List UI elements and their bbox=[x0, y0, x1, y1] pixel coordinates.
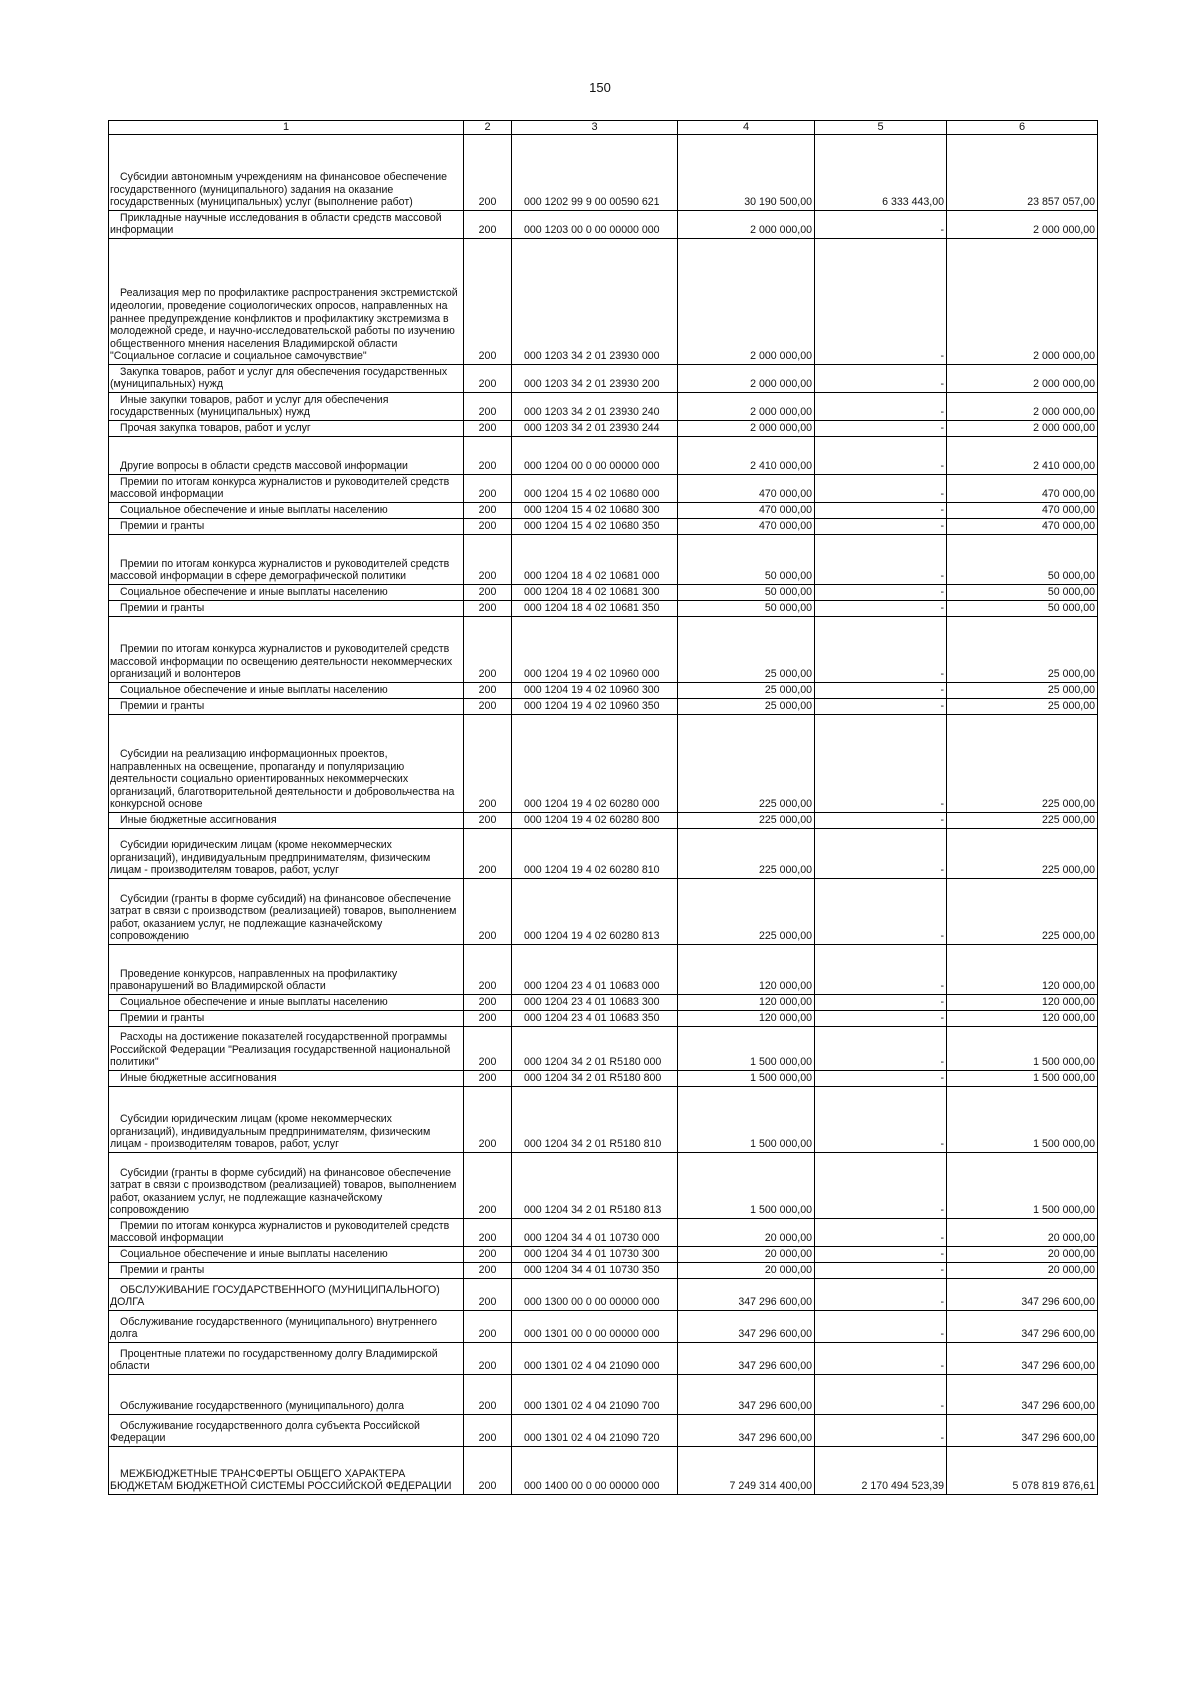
row-classification-code: 000 1203 34 2 01 23930 200 bbox=[512, 365, 678, 393]
row-name bbox=[109, 1087, 464, 1153]
header-cell: 3 bbox=[512, 121, 678, 135]
row-name-text: Обслуживание государственного (муниципального) внутреннего долга bbox=[110, 1315, 437, 1341]
table-row bbox=[109, 1343, 1098, 1375]
row-code-200: 200 bbox=[464, 503, 512, 519]
row-value-col6: 120 000,00 bbox=[947, 945, 1098, 995]
row-value-col6: 347 296 600,00 bbox=[947, 1343, 1098, 1375]
row-value-col5: - bbox=[815, 211, 947, 239]
table-row bbox=[109, 995, 1098, 1011]
row-name bbox=[109, 519, 464, 535]
row-name bbox=[109, 1071, 464, 1087]
row-value-col5: - bbox=[815, 585, 947, 601]
row-name-text: ОБСЛУЖИВАНИЕ ГОСУДАРСТВЕННОГО (МУНИЦИПАЛЬНОГО) ДОЛГА bbox=[110, 1283, 440, 1309]
page-number: 150 bbox=[589, 80, 611, 95]
row-value-col4: 50 000,00 bbox=[678, 585, 815, 601]
header-cell: 2 bbox=[464, 121, 512, 135]
row-name bbox=[109, 699, 464, 715]
row-code-200: 200 bbox=[464, 1447, 512, 1495]
row-code-200: 200 bbox=[464, 1071, 512, 1087]
row-value-col6: 120 000,00 bbox=[947, 995, 1098, 1011]
row-value-col6: 1 500 000,00 bbox=[947, 1071, 1098, 1087]
row-classification-code: 000 1204 23 4 01 10683 300 bbox=[512, 995, 678, 1011]
row-value-col5: - bbox=[815, 421, 947, 437]
row-name-text: Субсидии (гранты в форме субсидий) на финансовое обеспечение затрат в связи с производством (реализацией) товаров, выполнением работ, оказанием услуг, не подлежащие казначейскому сопровождению bbox=[110, 892, 457, 943]
row-code-200: 200 bbox=[464, 813, 512, 829]
row-name-text: Субсидии на реализацию информационных проектов, направленных на освещение, пропаганду и популяризацию деятельности социально ориентированных некоммерческих организаций, благотворительной деятельности и добровольчества на конкурсной основе bbox=[110, 748, 455, 811]
row-value-col6: 1 500 000,00 bbox=[947, 1087, 1098, 1153]
table-row bbox=[109, 503, 1098, 519]
table-row bbox=[109, 1087, 1098, 1153]
row-code-200: 200 bbox=[464, 715, 512, 813]
row-value-col6: 1 500 000,00 bbox=[947, 1153, 1098, 1219]
row-value-col6: 25 000,00 bbox=[947, 683, 1098, 699]
row-name bbox=[109, 1375, 464, 1415]
row-code-200: 200 bbox=[464, 421, 512, 437]
row-code-200: 200 bbox=[464, 1011, 512, 1027]
table-row bbox=[109, 1263, 1098, 1279]
row-classification-code: 000 1204 23 4 01 10683 000 bbox=[512, 945, 678, 995]
table-row bbox=[109, 683, 1098, 699]
row-value-col6: 5 078 819 876,61 bbox=[947, 1447, 1098, 1495]
row-value-col6: 347 296 600,00 bbox=[947, 1279, 1098, 1311]
row-code-200: 200 bbox=[464, 519, 512, 535]
row-code-200: 200 bbox=[464, 683, 512, 699]
row-value-col6: 470 000,00 bbox=[947, 519, 1098, 535]
row-name-text: Субсидии юридическим лицам (кроме некоммерческих организаций), индивидуальным предпринимателям, физическим лицам - производителям товаров, работ, услуг bbox=[110, 1113, 431, 1151]
row-name bbox=[109, 1279, 464, 1311]
row-value-col4: 347 296 600,00 bbox=[678, 1311, 815, 1343]
table-row bbox=[109, 437, 1098, 475]
row-code-200: 200 bbox=[464, 1027, 512, 1071]
row-name-text: Премии по итогам конкурса журналистов и руководителей средств массовой информации в сфере демографической политики bbox=[110, 557, 450, 583]
row-name bbox=[109, 1447, 464, 1495]
row-name bbox=[109, 1311, 464, 1343]
row-value-col6: 347 296 600,00 bbox=[947, 1311, 1098, 1343]
row-classification-code: 000 1203 34 2 01 23930 240 bbox=[512, 393, 678, 421]
row-value-col5: - bbox=[815, 1415, 947, 1447]
row-code-200: 200 bbox=[464, 135, 512, 211]
row-name-text: МЕЖБЮДЖЕТНЫЕ ТРАНСФЕРТЫ ОБЩЕГО ХАРАКТЕРА БЮДЖЕТАМ БЮДЖЕТНОЙ СИСТЕМЫ РОССИЙСКОЙ ФЕДЕРАЦИИ bbox=[110, 1467, 452, 1493]
table-row bbox=[109, 829, 1098, 879]
row-value-col5: - bbox=[815, 535, 947, 585]
row-value-col5: - bbox=[815, 1153, 947, 1219]
row-name-text: Процентные платежи по государственному долгу Владимирской области bbox=[110, 1347, 438, 1373]
row-value-col5: - bbox=[815, 1247, 947, 1263]
row-classification-code: 000 1204 19 4 02 60280 813 bbox=[512, 879, 678, 945]
row-classification-code: 000 1204 00 0 00 00000 000 bbox=[512, 437, 678, 475]
header-cell: 5 bbox=[815, 121, 947, 135]
row-name bbox=[109, 945, 464, 995]
row-code-200: 200 bbox=[464, 1415, 512, 1447]
budget-table bbox=[108, 120, 1098, 1495]
row-classification-code: 000 1204 34 2 01 R5180 000 bbox=[512, 1027, 678, 1071]
table-row bbox=[109, 1375, 1098, 1415]
row-classification-code: 000 1204 19 4 02 10960 000 bbox=[512, 617, 678, 683]
header-cell: 1 bbox=[109, 121, 464, 135]
row-classification-code: 000 1204 34 4 01 10730 350 bbox=[512, 1263, 678, 1279]
row-value-col4: 25 000,00 bbox=[678, 683, 815, 699]
table-row bbox=[109, 421, 1098, 437]
row-value-col6: 470 000,00 bbox=[947, 475, 1098, 503]
row-classification-code: 000 1204 18 4 02 10681 000 bbox=[512, 535, 678, 585]
row-classification-code: 000 1204 19 4 02 10960 350 bbox=[512, 699, 678, 715]
row-name-text: Прикладные научные исследования в области средств массовой информации bbox=[110, 211, 442, 237]
row-value-col5: - bbox=[815, 1071, 947, 1087]
row-name bbox=[109, 617, 464, 683]
row-value-col5: - bbox=[815, 519, 947, 535]
row-classification-code: 000 1204 19 4 02 60280 000 bbox=[512, 715, 678, 813]
row-value-col6: 25 000,00 bbox=[947, 617, 1098, 683]
row-value-col4: 225 000,00 bbox=[678, 879, 815, 945]
row-name bbox=[109, 1247, 464, 1263]
row-value-col6: 50 000,00 bbox=[947, 535, 1098, 585]
row-value-col4: 2 000 000,00 bbox=[678, 393, 815, 421]
row-code-200: 200 bbox=[464, 1375, 512, 1415]
row-name-text: Социальное обеспечение и иные выплаты населению bbox=[120, 586, 388, 599]
table-row bbox=[109, 601, 1098, 617]
row-name-text: Иные бюджетные ассигнования bbox=[120, 1072, 277, 1085]
row-classification-code: 000 1204 18 4 02 10681 300 bbox=[512, 585, 678, 601]
row-value-col6: 50 000,00 bbox=[947, 585, 1098, 601]
row-code-200: 200 bbox=[464, 601, 512, 617]
row-value-col6: 20 000,00 bbox=[947, 1247, 1098, 1263]
row-name bbox=[109, 683, 464, 699]
row-value-col5: - bbox=[815, 995, 947, 1011]
table-row bbox=[109, 393, 1098, 421]
row-classification-code: 000 1203 34 2 01 23930 000 bbox=[512, 239, 678, 365]
row-code-200: 200 bbox=[464, 585, 512, 601]
row-name-text: Социальное обеспечение и иные выплаты населению bbox=[120, 504, 388, 517]
row-value-col4: 2 410 000,00 bbox=[678, 437, 815, 475]
row-value-col4: 1 500 000,00 bbox=[678, 1087, 815, 1153]
row-value-col5: 6 333 443,00 bbox=[815, 135, 947, 211]
row-code-200: 200 bbox=[464, 1219, 512, 1247]
row-value-col4: 20 000,00 bbox=[678, 1219, 815, 1247]
row-name bbox=[109, 829, 464, 879]
row-code-200: 200 bbox=[464, 1263, 512, 1279]
row-name-text: Расходы на достижение показателей государственной программы Российской Федерации "Реализация государственной национальной политики" bbox=[110, 1031, 451, 1069]
row-value-col6: 225 000,00 bbox=[947, 715, 1098, 813]
row-code-200: 200 bbox=[464, 1311, 512, 1343]
row-classification-code: 000 1301 00 0 00 00000 000 bbox=[512, 1311, 678, 1343]
row-value-col4: 120 000,00 bbox=[678, 1011, 815, 1027]
row-code-200: 200 bbox=[464, 617, 512, 683]
row-code-200: 200 bbox=[464, 945, 512, 995]
row-name-text: Прочая закупка товаров, работ и услуг bbox=[120, 422, 311, 435]
row-name bbox=[109, 135, 464, 211]
row-value-col6: 2 000 000,00 bbox=[947, 393, 1098, 421]
row-value-col5: - bbox=[815, 503, 947, 519]
row-classification-code: 000 1204 19 4 02 60280 810 bbox=[512, 829, 678, 879]
table-row bbox=[109, 1279, 1098, 1311]
row-value-col4: 347 296 600,00 bbox=[678, 1343, 815, 1375]
row-code-200: 200 bbox=[464, 393, 512, 421]
row-classification-code: 000 1400 00 0 00 00000 000 bbox=[512, 1447, 678, 1495]
row-name bbox=[109, 211, 464, 239]
row-code-200: 200 bbox=[464, 1279, 512, 1311]
table-row bbox=[109, 1415, 1098, 1447]
row-value-col5: - bbox=[815, 1311, 947, 1343]
row-code-200: 200 bbox=[464, 829, 512, 879]
row-name-text: Премии по итогам конкурса журналистов и руководителей средств массовой информации по освещению деятельности некоммерческих организаций и волонтеров bbox=[110, 643, 453, 681]
table-row bbox=[109, 715, 1098, 813]
row-name-text: Иные закупки товаров, работ и услуг для обеспечения государственных (муниципальных) нужд bbox=[110, 393, 389, 419]
row-name-text: Субсидии (гранты в форме субсидий) на финансовое обеспечение затрат в связи с производством (реализацией) товаров, выполнением работ, оказанием услуг, не подлежащие казначейскому сопровождению bbox=[110, 1166, 457, 1217]
table-row bbox=[109, 1071, 1098, 1087]
table-row bbox=[109, 475, 1098, 503]
table-row bbox=[109, 365, 1098, 393]
row-value-col4: 2 000 000,00 bbox=[678, 421, 815, 437]
row-value-col4: 470 000,00 bbox=[678, 519, 815, 535]
row-name bbox=[109, 601, 464, 617]
row-value-col6: 120 000,00 bbox=[947, 1011, 1098, 1027]
row-name-text: Премии и гранты bbox=[120, 520, 205, 533]
row-value-col5: - bbox=[815, 1011, 947, 1027]
row-value-col4: 347 296 600,00 bbox=[678, 1415, 815, 1447]
row-name bbox=[109, 535, 464, 585]
row-value-col4: 470 000,00 bbox=[678, 475, 815, 503]
row-name bbox=[109, 1153, 464, 1219]
table-row bbox=[109, 135, 1098, 211]
table-row bbox=[109, 617, 1098, 683]
row-code-200: 200 bbox=[464, 1153, 512, 1219]
row-classification-code: 000 1204 18 4 02 10681 350 bbox=[512, 601, 678, 617]
row-value-col5: 2 170 494 523,39 bbox=[815, 1447, 947, 1495]
row-value-col6: 2 000 000,00 bbox=[947, 239, 1098, 365]
row-name-text: Обслуживание государственного долга субъекта Российской Федерации bbox=[110, 1419, 420, 1445]
row-value-col4: 20 000,00 bbox=[678, 1247, 815, 1263]
row-value-col6: 347 296 600,00 bbox=[947, 1415, 1098, 1447]
row-value-col4: 2 000 000,00 bbox=[678, 239, 815, 365]
row-classification-code: 000 1204 34 4 01 10730 300 bbox=[512, 1247, 678, 1263]
row-value-col4: 1 500 000,00 bbox=[678, 1153, 815, 1219]
row-name bbox=[109, 421, 464, 437]
row-code-200: 200 bbox=[464, 535, 512, 585]
row-value-col5: - bbox=[815, 1375, 947, 1415]
row-value-col4: 225 000,00 bbox=[678, 715, 815, 813]
row-value-col6: 1 500 000,00 bbox=[947, 1027, 1098, 1071]
row-classification-code: 000 1204 19 4 02 10960 300 bbox=[512, 683, 678, 699]
row-name bbox=[109, 1011, 464, 1027]
row-name-text: Премии по итогам конкурса журналистов и руководителей средств массовой информации bbox=[110, 1219, 450, 1245]
row-classification-code: 000 1204 34 4 01 10730 000 bbox=[512, 1219, 678, 1247]
row-name bbox=[109, 1343, 464, 1375]
row-value-col6: 2 000 000,00 bbox=[947, 365, 1098, 393]
row-name-text: Субсидии автономным учреждениям на финансовое обеспечение государственного (муниципального) задания на оказание государственных (муниципальных) услуг (выполнение работ) bbox=[110, 171, 448, 209]
row-name-text: Закупка товаров, работ и услуг для обеспечения государственных (муниципальных) нужд bbox=[110, 365, 448, 391]
row-name bbox=[109, 813, 464, 829]
row-classification-code: 000 1204 19 4 02 60280 800 bbox=[512, 813, 678, 829]
row-value-col6: 2 000 000,00 bbox=[947, 421, 1098, 437]
row-name-text: Социальное обеспечение и иные выплаты населению bbox=[120, 1248, 388, 1261]
row-name-text: Социальное обеспечение и иные выплаты населению bbox=[120, 684, 388, 697]
row-value-col6: 23 857 057,00 bbox=[947, 135, 1098, 211]
row-name bbox=[109, 365, 464, 393]
table-row bbox=[109, 211, 1098, 239]
row-classification-code: 000 1300 00 0 00 00000 000 bbox=[512, 1279, 678, 1311]
table-row bbox=[109, 699, 1098, 715]
table-row bbox=[109, 1247, 1098, 1263]
row-value-col6: 225 000,00 bbox=[947, 879, 1098, 945]
row-code-200: 200 bbox=[464, 1087, 512, 1153]
header-row bbox=[109, 121, 1098, 135]
row-value-col5: - bbox=[815, 1027, 947, 1071]
row-value-col6: 225 000,00 bbox=[947, 829, 1098, 879]
row-value-col6: 347 296 600,00 bbox=[947, 1375, 1098, 1415]
row-name bbox=[109, 1027, 464, 1071]
row-name bbox=[109, 1263, 464, 1279]
row-classification-code: 000 1204 23 4 01 10683 350 bbox=[512, 1011, 678, 1027]
header-cell: 6 bbox=[947, 121, 1098, 135]
row-value-col4: 225 000,00 bbox=[678, 813, 815, 829]
row-value-col4: 225 000,00 bbox=[678, 829, 815, 879]
row-value-col5: - bbox=[815, 1343, 947, 1375]
row-name-text: Премии и гранты bbox=[120, 602, 205, 615]
row-code-200: 200 bbox=[464, 1247, 512, 1263]
table-row bbox=[109, 879, 1098, 945]
row-value-col4: 30 190 500,00 bbox=[678, 135, 815, 211]
row-value-col5: - bbox=[815, 829, 947, 879]
row-value-col4: 7 249 314 400,00 bbox=[678, 1447, 815, 1495]
row-value-col4: 120 000,00 bbox=[678, 945, 815, 995]
row-value-col4: 50 000,00 bbox=[678, 601, 815, 617]
row-name bbox=[109, 585, 464, 601]
row-classification-code: 000 1203 34 2 01 23930 244 bbox=[512, 421, 678, 437]
row-name-text: Премии и гранты bbox=[120, 700, 205, 713]
table-row bbox=[109, 1447, 1098, 1495]
row-value-col5: - bbox=[815, 683, 947, 699]
row-value-col4: 50 000,00 bbox=[678, 535, 815, 585]
row-value-col4: 2 000 000,00 bbox=[678, 365, 815, 393]
table-row bbox=[109, 813, 1098, 829]
table-row bbox=[109, 1311, 1098, 1343]
row-code-200: 200 bbox=[464, 995, 512, 1011]
row-code-200: 200 bbox=[464, 879, 512, 945]
row-value-col4: 1 500 000,00 bbox=[678, 1071, 815, 1087]
row-name-text: Обслуживание государственного (муниципального) долга bbox=[120, 1400, 405, 1413]
row-name-text: Реализация мер по профилактике распространения экстремистской идеологии, проведение социологических опросов, направленных на раннее предупреждение конфликтов и профилактику экстремизма в молодежной среде, и научно-исследовательской работы по изучению общественного мнения населения Владимирской области "Социальное согласие и социальное самочувствие" bbox=[110, 287, 458, 363]
row-classification-code: 000 1204 34 2 01 R5180 810 bbox=[512, 1087, 678, 1153]
row-value-col5: - bbox=[815, 393, 947, 421]
header-cell: 4 bbox=[678, 121, 815, 135]
table-row bbox=[109, 945, 1098, 995]
row-value-col5: - bbox=[815, 239, 947, 365]
row-classification-code: 000 1301 02 4 04 21090 700 bbox=[512, 1375, 678, 1415]
row-classification-code: 000 1204 34 2 01 R5180 813 bbox=[512, 1153, 678, 1219]
row-code-200: 200 bbox=[464, 699, 512, 715]
row-value-col5: - bbox=[815, 601, 947, 617]
row-value-col6: 2 410 000,00 bbox=[947, 437, 1098, 475]
row-value-col4: 1 500 000,00 bbox=[678, 1027, 815, 1071]
row-code-200: 200 bbox=[464, 211, 512, 239]
row-value-col6: 225 000,00 bbox=[947, 813, 1098, 829]
table-row bbox=[109, 1011, 1098, 1027]
row-name-text: Иные бюджетные ассигнования bbox=[120, 814, 277, 827]
row-value-col4: 20 000,00 bbox=[678, 1263, 815, 1279]
row-value-col6: 50 000,00 bbox=[947, 601, 1098, 617]
row-name bbox=[109, 437, 464, 475]
row-code-200: 200 bbox=[464, 365, 512, 393]
row-value-col5: - bbox=[815, 715, 947, 813]
row-classification-code: 000 1203 00 0 00 00000 000 bbox=[512, 211, 678, 239]
row-code-200: 200 bbox=[464, 239, 512, 365]
row-value-col4: 25 000,00 bbox=[678, 617, 815, 683]
row-name bbox=[109, 239, 464, 365]
row-name bbox=[109, 995, 464, 1011]
row-value-col5: - bbox=[815, 813, 947, 829]
row-code-200: 200 bbox=[464, 1343, 512, 1375]
row-name-text: Другие вопросы в области средств массовой информации bbox=[120, 460, 408, 473]
row-value-col5: - bbox=[815, 1219, 947, 1247]
table-row bbox=[109, 1027, 1098, 1071]
row-classification-code: 000 1204 15 4 02 10680 350 bbox=[512, 519, 678, 535]
row-value-col5: - bbox=[815, 617, 947, 683]
row-classification-code: 000 1301 02 4 04 21090 000 bbox=[512, 1343, 678, 1375]
row-value-col5: - bbox=[815, 437, 947, 475]
row-value-col5: - bbox=[815, 1263, 947, 1279]
row-name bbox=[109, 715, 464, 813]
row-value-col4: 2 000 000,00 bbox=[678, 211, 815, 239]
row-value-col5: - bbox=[815, 1087, 947, 1153]
row-classification-code: 000 1204 34 2 01 R5180 800 bbox=[512, 1071, 678, 1087]
row-value-col5: - bbox=[815, 879, 947, 945]
row-name-text: Проведение конкурсов, направленных на профилактику правонарушений во Владимирской области bbox=[110, 967, 398, 993]
row-classification-code: 000 1204 15 4 02 10680 000 bbox=[512, 475, 678, 503]
table-row bbox=[109, 239, 1098, 365]
row-value-col6: 25 000,00 bbox=[947, 699, 1098, 715]
row-value-col4: 25 000,00 bbox=[678, 699, 815, 715]
row-value-col5: - bbox=[815, 699, 947, 715]
row-name-text: Субсидии юридическим лицам (кроме некоммерческих организаций), индивидуальным предпринимателям, физическим лицам - производителям товаров, работ, услуг bbox=[110, 839, 431, 877]
row-value-col6: 20 000,00 bbox=[947, 1219, 1098, 1247]
row-classification-code: 000 1301 02 4 04 21090 720 bbox=[512, 1415, 678, 1447]
row-name bbox=[109, 1219, 464, 1247]
row-value-col6: 470 000,00 bbox=[947, 503, 1098, 519]
row-code-200: 200 bbox=[464, 437, 512, 475]
row-name-text: Социальное обеспечение и иные выплаты населению bbox=[120, 996, 388, 1009]
row-value-col5: - bbox=[815, 945, 947, 995]
row-name bbox=[109, 503, 464, 519]
table-row bbox=[109, 1219, 1098, 1247]
row-name-text: Премии и гранты bbox=[120, 1012, 205, 1025]
row-classification-code: 000 1202 99 9 00 00590 621 bbox=[512, 135, 678, 211]
row-name-text: Премии и гранты bbox=[120, 1264, 205, 1277]
row-name bbox=[109, 393, 464, 421]
row-classification-code: 000 1204 15 4 02 10680 300 bbox=[512, 503, 678, 519]
row-value-col6: 2 000 000,00 bbox=[947, 211, 1098, 239]
table-row bbox=[109, 519, 1098, 535]
row-value-col4: 120 000,00 bbox=[678, 995, 815, 1011]
row-value-col6: 20 000,00 bbox=[947, 1263, 1098, 1279]
row-name-text: Премии по итогам конкурса журналистов и руководителей средств массовой информации bbox=[110, 475, 450, 501]
row-value-col5: - bbox=[815, 365, 947, 393]
row-name bbox=[109, 475, 464, 503]
table-row bbox=[109, 585, 1098, 601]
row-value-col5: - bbox=[815, 475, 947, 503]
row-value-col5: - bbox=[815, 1279, 947, 1311]
row-value-col4: 470 000,00 bbox=[678, 503, 815, 519]
table-row bbox=[109, 535, 1098, 585]
row-value-col4: 347 296 600,00 bbox=[678, 1279, 815, 1311]
row-code-200: 200 bbox=[464, 475, 512, 503]
table-row bbox=[109, 1153, 1098, 1219]
row-name bbox=[109, 1415, 464, 1447]
row-value-col4: 347 296 600,00 bbox=[678, 1375, 815, 1415]
row-name bbox=[109, 879, 464, 945]
